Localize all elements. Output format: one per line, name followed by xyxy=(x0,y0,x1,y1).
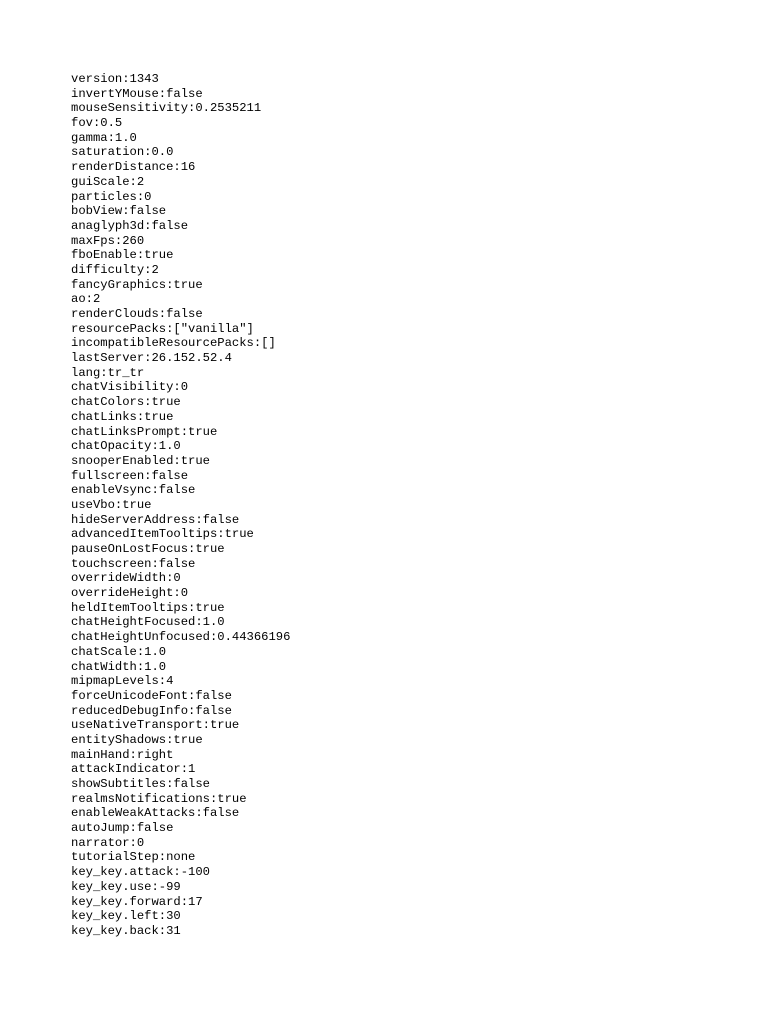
text-line: key_key.use:-99 xyxy=(71,879,181,894)
text-line: chatScale:1.0 xyxy=(71,644,167,659)
text-line: key_key.attack:-100 xyxy=(71,865,210,880)
text-line: fboEnable:true xyxy=(71,248,174,263)
text-line: touchscreen:false xyxy=(71,556,196,571)
text-line: saturation:0.0 xyxy=(71,145,174,160)
text-line: enableWeakAttacks:false xyxy=(71,806,240,821)
text-line: chatHeightUnfocused:0.44366196 xyxy=(71,630,291,645)
text-line: version:1343 xyxy=(71,72,159,86)
text-line: difficulty:2 xyxy=(71,262,159,277)
text-line: guiScale:2 xyxy=(71,174,145,189)
text-line: hideServerAddress:false xyxy=(71,512,240,527)
text-line: key_key.back:31 xyxy=(71,923,181,938)
text-line: fullscreen:false xyxy=(71,468,189,483)
text-line: chatVisibility:0 xyxy=(71,380,189,395)
text-line: key_key.left:30 xyxy=(71,909,181,924)
text-line: reducedDebugInfo:false xyxy=(71,703,232,718)
text-line: maxFps:260 xyxy=(71,233,145,248)
text-line: renderDistance:16 xyxy=(71,160,196,175)
text-line: forceUnicodeFont:false xyxy=(71,688,232,703)
text-line: chatLinks:true xyxy=(71,409,174,424)
text-line: lang:tr_tr xyxy=(71,365,145,380)
text-line: overrideHeight:0 xyxy=(71,586,189,601)
text-line: chatColors:true xyxy=(71,395,181,410)
text-line: overrideWidth:0 xyxy=(71,571,181,586)
text-line: incompatibleResourcePacks:[] xyxy=(71,336,276,351)
text-line: resourcePacks:["vanilla"] xyxy=(71,321,254,336)
text-line: chatOpacity:1.0 xyxy=(71,439,181,454)
text-line: narrator:0 xyxy=(71,835,145,850)
text-line: autoJump:false xyxy=(71,821,174,836)
options-text-block xyxy=(71,72,290,939)
text-line: mipmapLevels:4 xyxy=(71,674,174,689)
text-line: renderClouds:false xyxy=(71,307,203,321)
text-line: chatLinksPrompt:true xyxy=(71,424,218,439)
text-line: heldItemTooltips:true xyxy=(71,600,225,615)
text-line: attackIndicator:1 xyxy=(71,762,196,777)
text-line: ao:2 xyxy=(71,292,101,307)
text-line: tutorialStep:none xyxy=(71,850,196,865)
text-line: chatHeightFocused:1.0 xyxy=(71,615,225,630)
text-line: entityShadows:true xyxy=(71,732,203,747)
text-line: fancyGraphics:true xyxy=(71,277,203,292)
text-line: particles:0 xyxy=(71,189,152,204)
text-line: useNativeTransport:true xyxy=(71,718,240,733)
text-line: fov:0.5 xyxy=(71,116,123,131)
text-line: snooperEnabled:true xyxy=(71,453,210,468)
text-line: invertYMouse:false xyxy=(71,86,203,101)
text-line: enableVsync:false xyxy=(71,483,196,498)
text-line: useVbo:true xyxy=(71,497,152,512)
text-line: mouseSensitivity:0.2535211 xyxy=(71,101,262,116)
text-line: bobView:false xyxy=(71,204,167,219)
text-line: mainHand:right xyxy=(71,747,174,762)
text-line: lastServer:26.152.52.4 xyxy=(71,351,232,366)
text-line: realmsNotifications:true xyxy=(71,791,247,806)
text-line: key_key.forward:17 xyxy=(71,894,203,909)
text-line: advancedItemTooltips:true xyxy=(71,527,254,542)
text-line: anaglyph3d:false xyxy=(71,218,189,233)
text-line: showSubtitles:false xyxy=(71,777,210,791)
text-line: chatWidth:1.0 xyxy=(71,659,167,674)
text-line: pauseOnLostFocus:true xyxy=(71,542,225,556)
text-line: gamma:1.0 xyxy=(71,130,137,145)
